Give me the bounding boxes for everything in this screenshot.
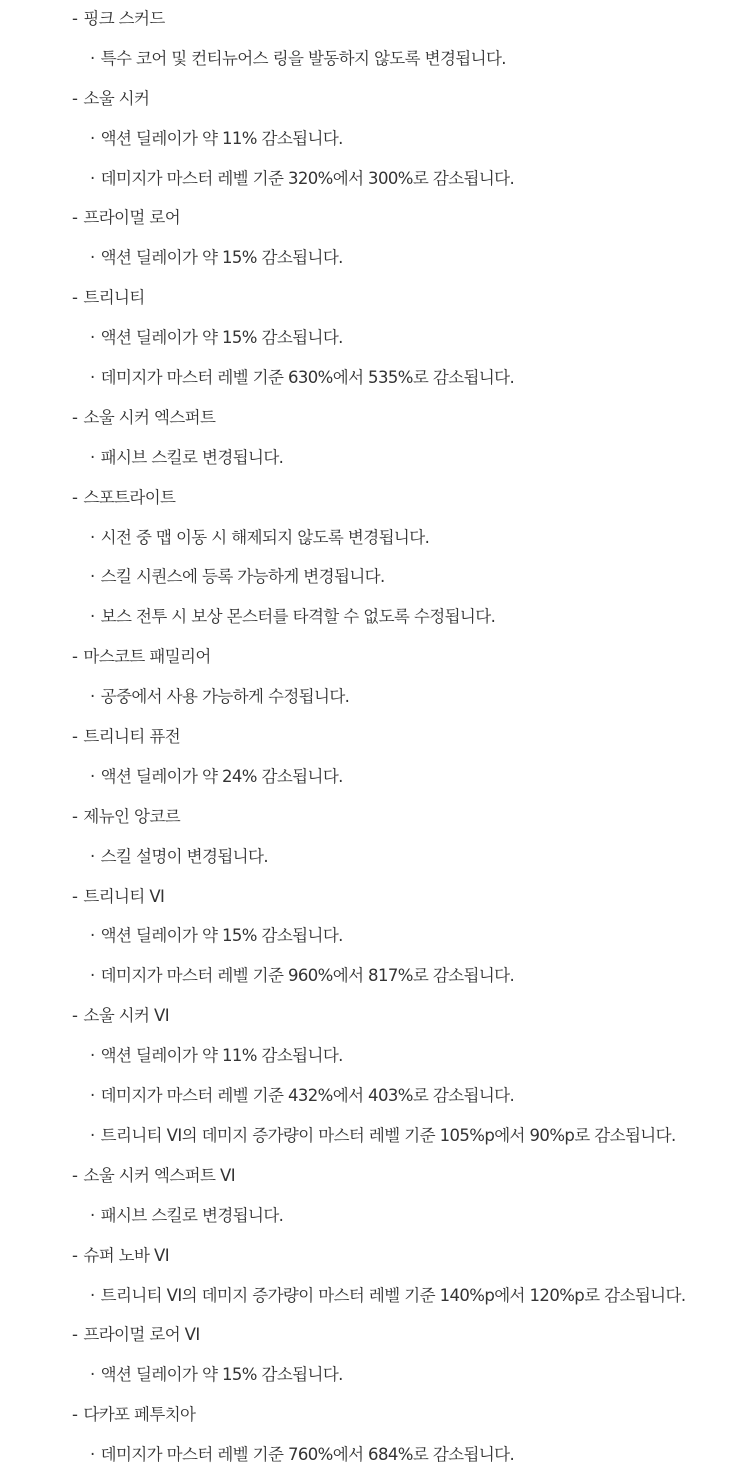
change-text: 보스 전투 시 보상 몬스터를 타격할 수 없도록 수정됩니다. bbox=[100, 607, 496, 627]
skill-name: 소울 시커 VI bbox=[83, 1006, 169, 1026]
change-text: 패시브 스킬로 변경됩니다. bbox=[100, 447, 284, 467]
skill-heading bbox=[0, 484, 756, 524]
skill-heading bbox=[0, 1002, 756, 1042]
bullet-marker: · bbox=[90, 966, 95, 986]
bullet-marker: · bbox=[90, 1285, 95, 1305]
skill-name: 트리니티 VI bbox=[83, 886, 165, 906]
change-item bbox=[0, 763, 756, 803]
bullet-marker: · bbox=[90, 926, 95, 946]
change-item bbox=[0, 45, 756, 85]
skill-name: 제뉴인 앙코르 bbox=[83, 806, 181, 826]
change-item bbox=[0, 324, 756, 364]
change-item bbox=[0, 683, 756, 723]
change-text: 액션 딜레이가 약 15% 감소됩니다. bbox=[100, 328, 343, 348]
bullet-marker: · bbox=[90, 248, 95, 268]
dash-marker: - bbox=[72, 1325, 78, 1345]
change-item bbox=[0, 1082, 756, 1122]
skill-name: 소울 시커 bbox=[83, 88, 150, 108]
skill-name: 마스코트 패밀리어 bbox=[83, 647, 211, 667]
skill-name: 트리니티 퓨전 bbox=[83, 727, 181, 747]
skill-name: 프라이멀 로어 bbox=[83, 208, 181, 228]
bullet-marker: · bbox=[90, 1086, 95, 1106]
change-text: 액션 딜레이가 약 24% 감소됩니다. bbox=[100, 766, 343, 786]
skill-name: 프라이멀 로어 VI bbox=[83, 1325, 200, 1345]
dash-marker: - bbox=[72, 88, 78, 108]
bullet-marker: · bbox=[90, 687, 95, 707]
dash-marker: - bbox=[72, 288, 78, 308]
bullet-marker: · bbox=[90, 328, 95, 348]
change-text: 패시브 스킬로 변경됩니다. bbox=[100, 1205, 284, 1225]
skill-heading bbox=[0, 803, 756, 843]
skill-heading bbox=[0, 85, 756, 125]
bullet-marker: · bbox=[90, 368, 95, 388]
change-text: 시전 중 맵 이동 시 해제되지 않도록 변경됩니다. bbox=[100, 527, 430, 547]
bullet-marker: · bbox=[90, 168, 95, 188]
bullet-marker: · bbox=[90, 766, 95, 786]
bullet-marker: · bbox=[90, 567, 95, 587]
change-text: 데미지가 마스터 레벨 기준 960%에서 817%로 감소됩니다. bbox=[100, 966, 515, 986]
bullet-marker: · bbox=[90, 1125, 95, 1145]
bullet-marker: · bbox=[90, 447, 95, 467]
change-text: 액션 딜레이가 약 11% 감소됩니다. bbox=[100, 1046, 343, 1066]
change-text: 트리니티 VI의 데미지 증가량이 마스터 레벨 기준 140%p에서 120%p로 감소됩니다. bbox=[100, 1285, 686, 1305]
dash-marker: - bbox=[72, 1245, 78, 1265]
change-item bbox=[0, 1441, 756, 1481]
change-item bbox=[0, 125, 756, 165]
bullet-marker: · bbox=[90, 846, 95, 866]
change-item bbox=[0, 1202, 756, 1242]
bullet-marker: · bbox=[90, 1445, 95, 1465]
dash-marker: - bbox=[72, 9, 78, 28]
change-item bbox=[0, 165, 756, 205]
change-text: 데미지가 마스터 레벨 기준 432%에서 403%로 감소됩니다. bbox=[100, 1086, 515, 1106]
skill-heading bbox=[0, 284, 756, 324]
skill-name: 다카포 페투치아 bbox=[83, 1405, 196, 1425]
change-text: 스킬 시퀀스에 등록 가능하게 변경됩니다. bbox=[100, 567, 385, 587]
change-text: 공중에서 사용 가능하게 수정됩니다. bbox=[100, 687, 350, 707]
dash-marker: - bbox=[72, 647, 78, 667]
change-item bbox=[0, 1122, 756, 1162]
skill-name: 스포트라이트 bbox=[83, 487, 176, 507]
bullet-marker: · bbox=[90, 1046, 95, 1066]
skill-heading bbox=[0, 1162, 756, 1202]
change-item bbox=[0, 524, 756, 564]
change-text: 액션 딜레이가 약 11% 감소됩니다. bbox=[100, 128, 343, 148]
change-item bbox=[0, 962, 756, 1002]
dash-marker: - bbox=[72, 1405, 78, 1425]
bullet-marker: · bbox=[90, 1365, 95, 1385]
change-text: 데미지가 마스터 레벨 기준 760%에서 684%로 감소됩니다. bbox=[100, 1445, 515, 1465]
skill-name: 슈퍼 노바 VI bbox=[83, 1245, 169, 1265]
change-item bbox=[0, 1282, 756, 1322]
skill-heading bbox=[0, 5, 756, 45]
change-item bbox=[0, 563, 756, 603]
change-text: 데미지가 마스터 레벨 기준 630%에서 535%로 감소됩니다. bbox=[100, 368, 515, 388]
dash-marker: - bbox=[72, 727, 78, 747]
dash-marker: - bbox=[72, 886, 78, 906]
skill-name: 핑크 스커드 bbox=[83, 9, 165, 28]
change-item bbox=[0, 603, 756, 643]
skill-heading bbox=[0, 883, 756, 923]
change-item bbox=[0, 364, 756, 404]
change-item bbox=[0, 444, 756, 484]
change-text: 특수 코어 및 컨티뉴어스 링을 발동하지 않도록 변경됩니다. bbox=[100, 48, 506, 68]
change-text: 액션 딜레이가 약 15% 감소됩니다. bbox=[100, 1365, 343, 1385]
skill-heading bbox=[0, 643, 756, 683]
skill-name: 트리니티 bbox=[83, 288, 145, 308]
skill-heading bbox=[0, 404, 756, 444]
change-item bbox=[0, 843, 756, 883]
change-item bbox=[0, 922, 756, 962]
skill-heading bbox=[0, 723, 756, 763]
change-item bbox=[0, 244, 756, 284]
skill-heading bbox=[0, 204, 756, 244]
change-text: 데미지가 마스터 레벨 기준 320%에서 300%로 감소됩니다. bbox=[100, 168, 515, 188]
change-text: 액션 딜레이가 약 15% 감소됩니다. bbox=[100, 926, 343, 946]
change-text: 스킬 설명이 변경됩니다. bbox=[100, 846, 268, 866]
dash-marker: - bbox=[72, 407, 78, 427]
dash-marker: - bbox=[72, 487, 78, 507]
dash-marker: - bbox=[72, 1006, 78, 1026]
change-item bbox=[0, 1042, 756, 1082]
bullet-marker: · bbox=[90, 128, 95, 148]
skill-heading bbox=[0, 1401, 756, 1441]
bullet-marker: · bbox=[90, 1205, 95, 1225]
skill-heading bbox=[0, 1321, 756, 1361]
bullet-marker: · bbox=[90, 48, 95, 68]
dash-marker: - bbox=[72, 806, 78, 826]
change-item bbox=[0, 1361, 756, 1401]
skill-name: 소울 시커 엑스퍼트 VI bbox=[83, 1165, 235, 1185]
skill-heading bbox=[0, 1242, 756, 1282]
dash-marker: - bbox=[72, 208, 78, 228]
change-text: 액션 딜레이가 약 15% 감소됩니다. bbox=[100, 248, 343, 268]
bullet-marker: · bbox=[90, 527, 95, 547]
skill-name: 소울 시커 엑스퍼트 bbox=[83, 407, 216, 427]
dash-marker: - bbox=[72, 1165, 78, 1185]
change-text: 트리니티 VI의 데미지 증가량이 마스터 레벨 기준 105%p에서 90%p로 감소됩니다. bbox=[100, 1125, 676, 1145]
bullet-marker: · bbox=[90, 607, 95, 627]
